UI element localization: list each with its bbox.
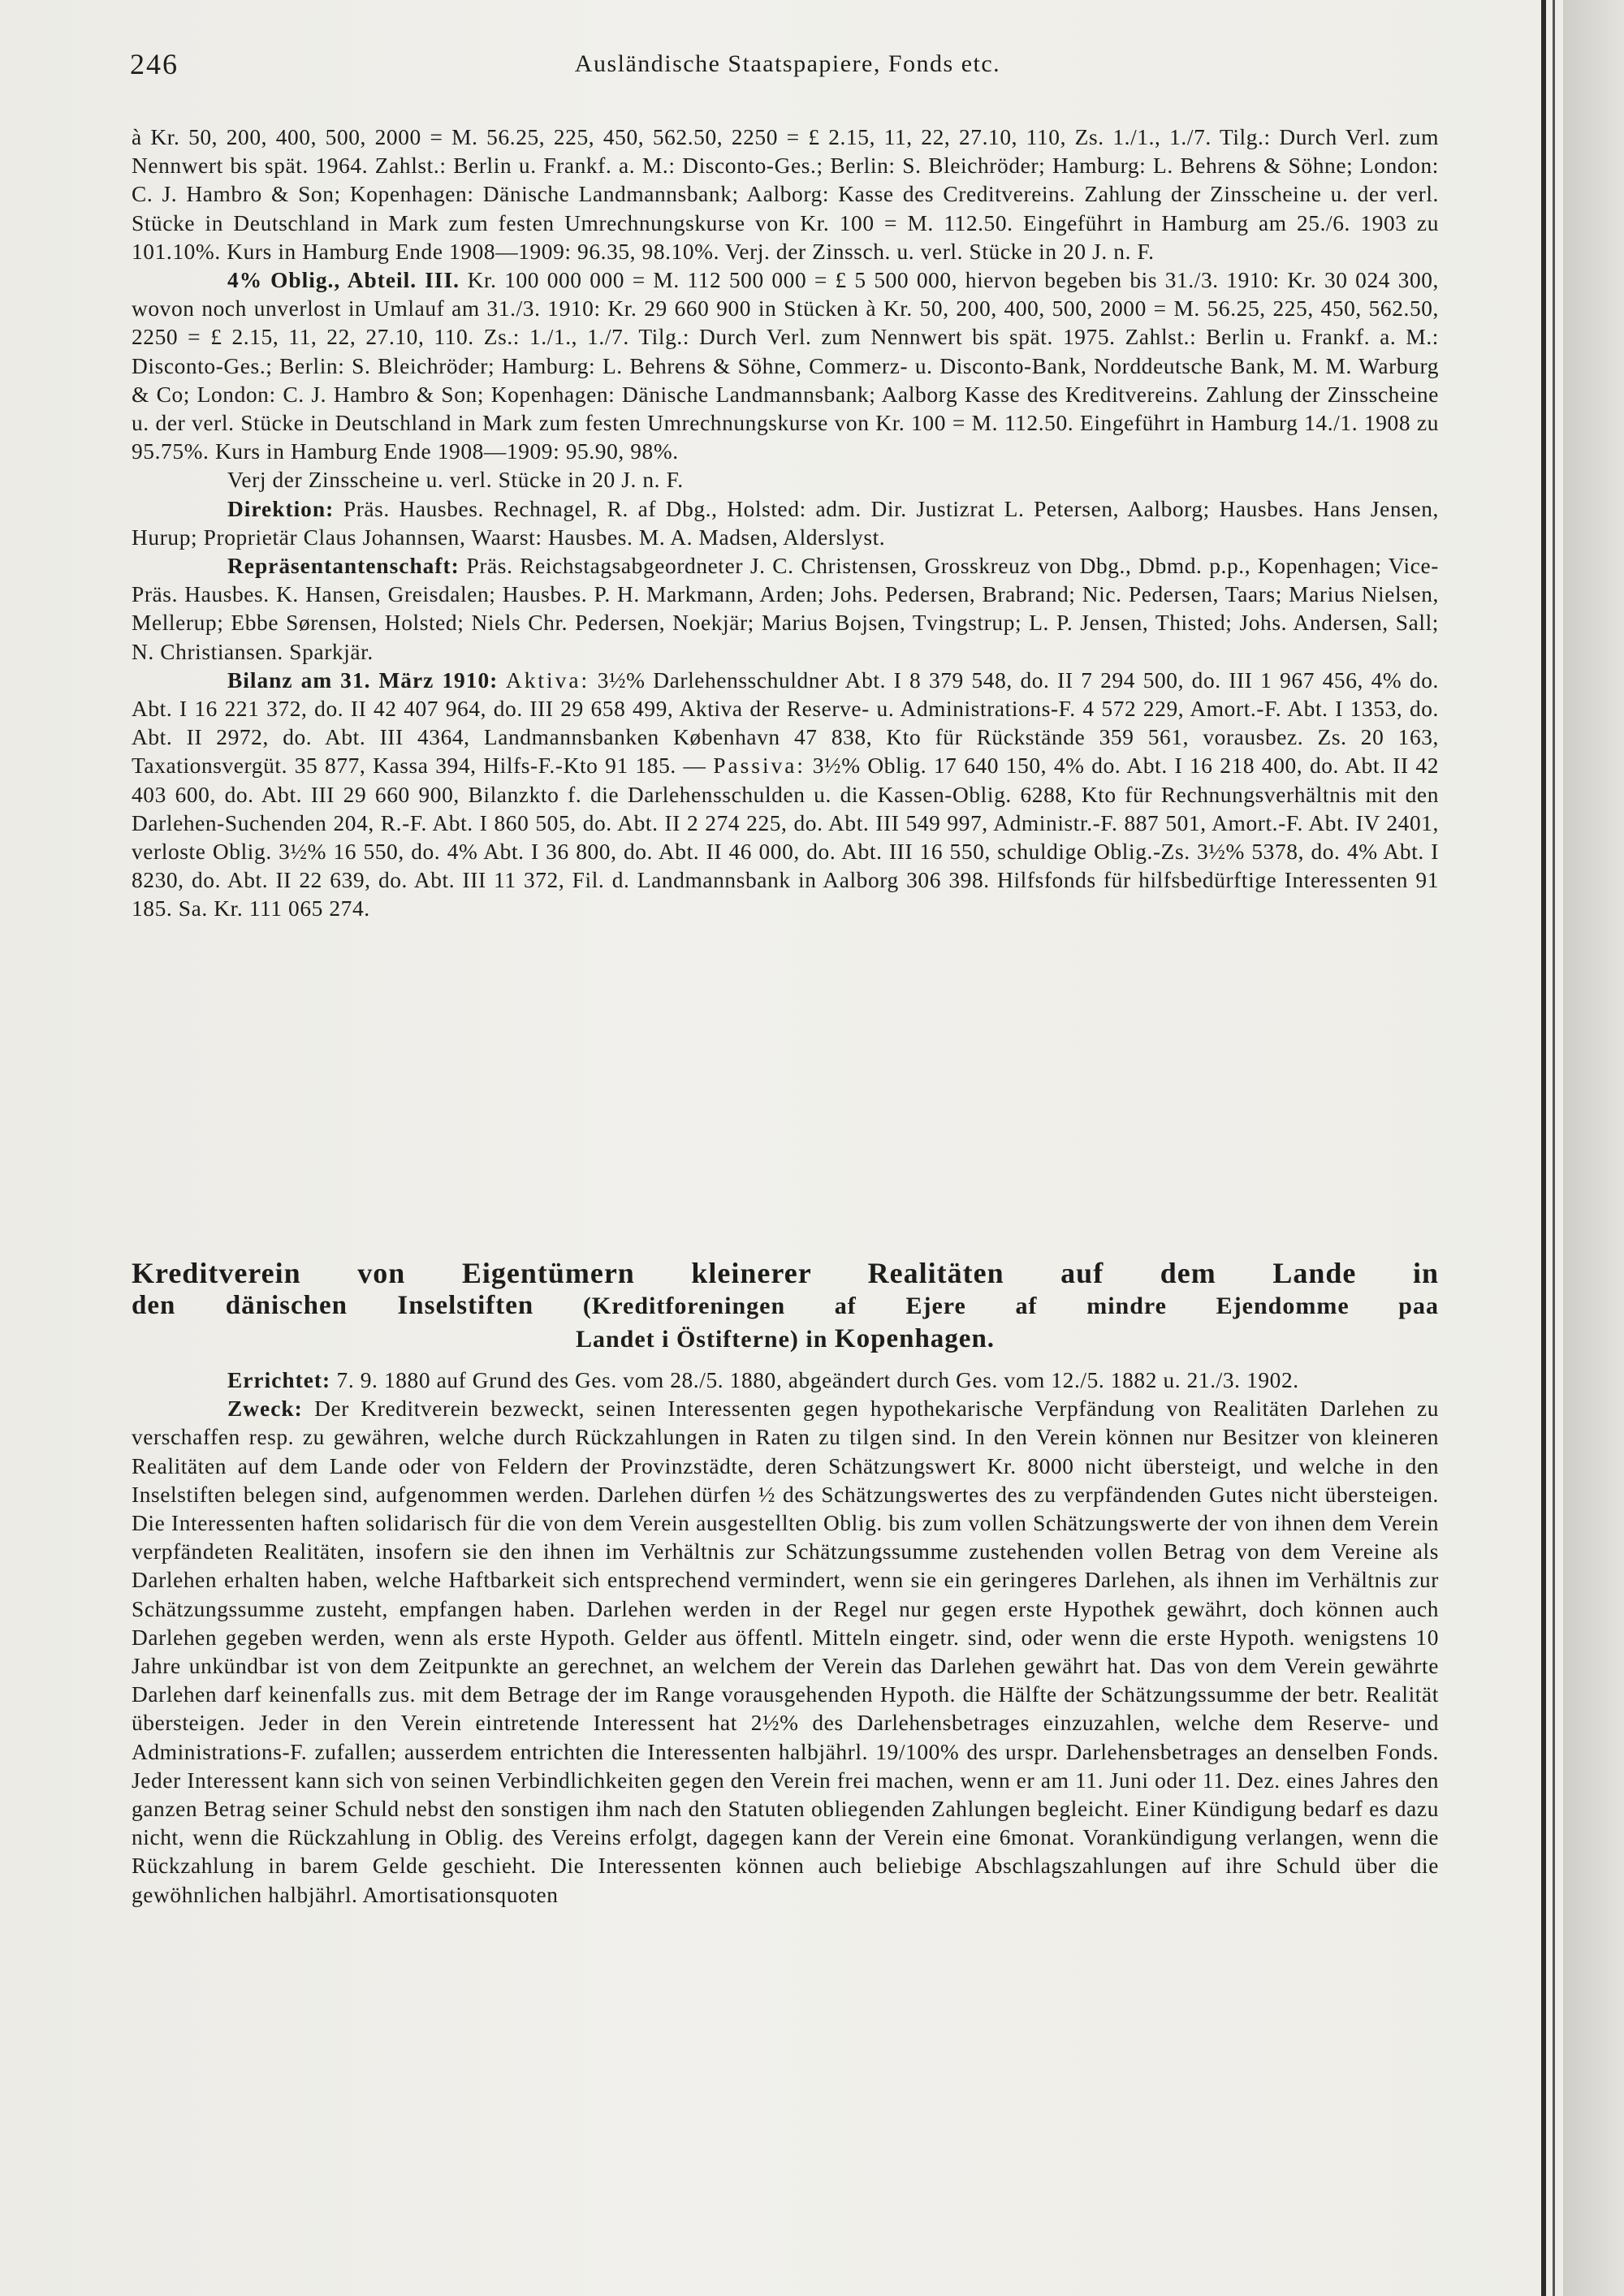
paragraph-bond-terms: à Kr. 50, 200, 400, 500, 2000 = M. 56.25, 225, 450, 562.50, 2250 = £ 2.15, 11, 22, 27.10, 110, Zs. 1./1., 1./7. Tilg.: Durch Verl. zum Nennwert bis spät. 1964. Zahlst.: Berlin u. Frankf. a. M.: Disconto-Ges.; Berlin: S. Bleichröder; Hamburg: L. Behrens & Söhne; London: C. J. Hambro & Son; Kopenhagen: Dänische Landmannsbank; Aalborg: Kasse des Creditvereins. Zahlung der Zinsscheine u. der verl. Stücke in Deutschland in Mark zum festen Umrechnungskurse von Kr. 100 = M. 112.50. Eingeführt in Hamburg am 25./6. 1903 zu 101.10%. Kurs in Hamburg Ende 1908—1909: 96.35, 98.10%. Verj. der Zinssch. u. verl. Stücke in 20 J. n. F. (132, 125, 1439, 264)
page-edge-line (1553, 0, 1555, 2296)
paragraph-direktion (132, 495, 1439, 552)
kreditverein-block (132, 1366, 1439, 1910)
oblig-label: 4% Oblig., Abteil. III. (227, 268, 460, 293)
heading-line-2 (132, 1289, 1439, 1323)
repraesentantenschaft-text: Präs. Reichstagsabgeordneter J. C. Christensen, Grosskreuz von Dbg., Dbmd. p.p., Kopenhagen; Vice-Präs. Hausbes. K. Hansen, Greisdalen; Hausbes. P. H. Markmann, Arden; Johs. Pedersen, Brabrand; Nic. Pedersen, Taars; Marius Nielsen, Mellerup; Ebbe Sørensen, Holsted; Niels Chr. Pedersen, Noekjär; Marius Bojsen, Tvingstrup; L. P. Jensen, Thisted; Johs. Andersen, Sall; N. Christiansen. Sparkjär. (132, 554, 1439, 664)
heading-line-1: Kreditverein von Eigentümern kleinerer Realitäten auf dem Lande in (132, 1257, 1439, 1289)
passiva-label: Passiva: (713, 753, 806, 779)
aktiva-label: Aktiva: (505, 667, 590, 693)
bond-details-block (132, 123, 1439, 924)
section-heading (132, 1257, 1439, 1356)
heading-city: Kopenhagen. (834, 1324, 996, 1353)
heading-line-3 (132, 1323, 1439, 1356)
heading-danish-name: (Kreditforeningen af Ejere af mindre Ejendomme paa (533, 1293, 1439, 1319)
passiva-text: 3½% Oblig. 17 640 150, 4% do. Abt. I 16 218 400, do. Abt. II 42 403 600, do. Abt. III 29 660 900, Bilanzkto f. die Darlehensschulden u. die Kassen-Oblig. 6288, Kto für Rechnungsverhältnis mit den Darlehen-Suchenden 204, R.-F. Abt. I 860 505, do. Abt. II 2 274 225, do. Abt. III 549 997, Administr.-F. 887 501, Amort.-F. Abt. IV 2401, verloste Oblig. 3½% 16 550, do. 4% Abt. I 36 800, do. Abt. II 46 000, do. Abt. III 16 550, schuldige Oblig.-Zs. 3½% 5378, do. 4% Abt. I 8230, do. Abt. II 22 639, do. Abt. III 11 372, Fil. d. Landmannsbank in Aalborg 306 398. Hilfsfonds für hilfsbedürftige Interessenten 91 185. Sa. Kr. 111 065 274. (132, 753, 1439, 921)
oblig-text: Kr. 100 000 000 = M. 112 500 000 = £ 5 500 000, hiervon begeben bis 31./3. 1910: Kr. 30 024 300, wovon noch unverlost in Umlauf am 31./3. 1910: Kr. 29 660 900 in Stücken à Kr. 50, 200, 400, 500, 2000 = M. 56.25, 225, 450, 562.50, 2250 = £ 2.15, 11, 22, 27.10, 110. Zs.: 1./1., 1./7. Tilg.: Durch Verl. zum Nennwert bis spät. 1975. Zahlst.: Berlin u. Frankf. a. M.: Disconto-Ges.; Berlin: S. Bleichröder; Hamburg: L. Behrens & Söhne, Commerz- u. Disconto-Bank, Norddeutsche Bank, M. M. Warburg & Co; London: C. J. Hambro & Son; Kopenhagen: Dänische Landmannsbank; Aalborg Kasse des Kreditvereins. Zahlung der Zinsscheine u. der verl. Stücke in Deutschland in Mark zum festen Umrechnungskurse von Kr. 100 = M. 112.50. Eingeführt in Hamburg 14./1. 1908 zu 95.75%. Kurs in Hamburg Ende 1908—1909: 95.90, 98%. (132, 268, 1439, 464)
zweck-text: Der Kreditverein bezweckt, seinen Interessenten gegen hypothekarische Verpfändung von Realitäten Darlehen zu verschaffen resp. zu gewähren, welche durch Rückzahlungen in Raten zu tilgen sind. In den Verein können nur Besitzer von kleineren Realitäten auf dem Lande oder von Feldern der Provinzstädte, deren Schätzungswert Kr. 8000 nicht übersteigt, und welche in den Inselstiften belegen sind, aufgenommen werden. Darlehen dürfen ½ des Schätzungswertes des zu verpfändenden Gutes nicht übersteigen. Die Interessenten haften solidarisch für die von dem Verein ausgestellten Oblig. bis zum vollen Schätzungswerte der von ihnen dem Verein verpfändeten Realitäten, insofern sie den ihnen im Verhältnis zur Schätzungssumme zustehenden vollen Betrag von dem Vereine als Darlehen erhalten haben, welche Haftbarkeit sich entsprechend vermindert, wenn sie ein geringeres Darlehen, als ihnen im Verhältnis zur Schätzungssumme zusteht, empfangen haben. Darlehen werden in der Regel nur gegen erste Hypothek gewährt, doch können auch Darlehen gegeben werden, wenn als erste Hypoth. Gelder aus öffentl. Mitteln eingetr. sind, oder wenn die erste Hypoth. wenigstens 10 Jahre unkündbar ist von dem Zeitpunkte an gerechnet, an welchem der Verein das Darlehen gewährt hat. Das von dem Verein gewährte Darlehen darf keinenfalls zus. mit dem Betrage der im Range vorausgehenden Hypoth. die Hälfte der Schätzungssumme der betr. Realität übersteigen. Jeder in den Verein eintretende Interessent hat 2½% des Darlehensbetrages einzuzahlen, welche dem Reserve- und Administrations-F. zufallen; ausserdem entrichten die Interessenten halbjährl. 19/100% des urspr. Darlehensbetrages an denselben Fonds. Jeder Interessent kann sich von seinen Verbindlichkeiten gegen den Verein frei machen, wenn er am 11. Juni oder 11. Dez. eines Jahres den ganzen Betrag seiner Schuld nebst den sonstigen ihm nach den Statuten obliegenden Zahlungen begleicht. Einer Kündigung bedarf es dazu nicht, wenn die Rückzahlung in Oblig. des Vereins erfolgt, dagegen kann der Verein eine 6monat. Vorankündigung verlangen, wenn die Rückzahlung in barem Gelde geschieht. Die Interessenten können auch beliebige Abschlagszahlungen auf ihre Schuld über die gewöhnlichen halbjährl. Amortisationsquoten (132, 1396, 1439, 1907)
heading-inselstiften: den dänischen Inselstiften (132, 1291, 534, 1320)
heading-landet: Landet i Östifterne) in (575, 1326, 835, 1353)
errichtet-text: 7. 9. 1880 auf Grund des Ges. vom 28./5. 1880, abgeändert durch Ges. vom 12./5. 1882 u. 21./3. 1902. (330, 1368, 1299, 1392)
aktiva-text: 3½% Darlehensschuldner Abt. I 8 379 548, do. II 7 294 500, do. III 1 967 456, 4% do. Abt. I 16 221 372, do. II 42 407 964, do. III 29 658 499, Aktiva der Reserve- u. Administrations-F. 4 572 229, Amort.-F. Abt. I 1353, do. Abt. II 2972, do. Abt. III 4364, Landmannsbanken København 47 838, Kto für Rückstände 359 561, vorausbez. Zs. 20 163, Taxationsvergüt. 35 877, Kassa 394, Hilfs-F.-Kto 91 185. — (132, 667, 1440, 779)
repraesentantenschaft-label: Repräsentantenschaft: (227, 554, 460, 579)
paragraph-repraesentantenschaft (132, 552, 1439, 667)
zweck-label: Zweck: (227, 1396, 303, 1422)
running-title: Ausländische Staatspapiere, Fonds etc. (574, 50, 1001, 77)
page-header (130, 47, 1445, 88)
direktion-label: Direktion: (227, 496, 335, 521)
paragraph-bilanz (132, 667, 1439, 924)
bilanz-label: Bilanz am 31. März 1910: (227, 667, 499, 693)
errichtet-label: Errichtet: (227, 1368, 331, 1392)
paragraph-zweck (132, 1395, 1439, 1910)
page-margin-right (1563, 0, 1624, 2296)
paragraph-verjaehrung: Verj der Zinsscheine u. verl. Stücke in 20 J. n. F. (227, 468, 684, 493)
paragraph-errichtet (132, 1366, 1439, 1395)
direktion-text: Präs. Hausbes. Rechnagel, R. af Dbg., Holsted: adm. Dir. Justizrat L. Petersen, Aalborg; Hausbes. Hans Jensen, Hurup; Proprietär Claus Johannsen, Waarst: Hausbes. M. A. Madsen, Alderslyst. (132, 496, 1439, 550)
page-edge-shadow (1541, 0, 1546, 2296)
page-number: 246 (130, 48, 179, 80)
paragraph-oblig-abteil-3 (132, 266, 1439, 466)
